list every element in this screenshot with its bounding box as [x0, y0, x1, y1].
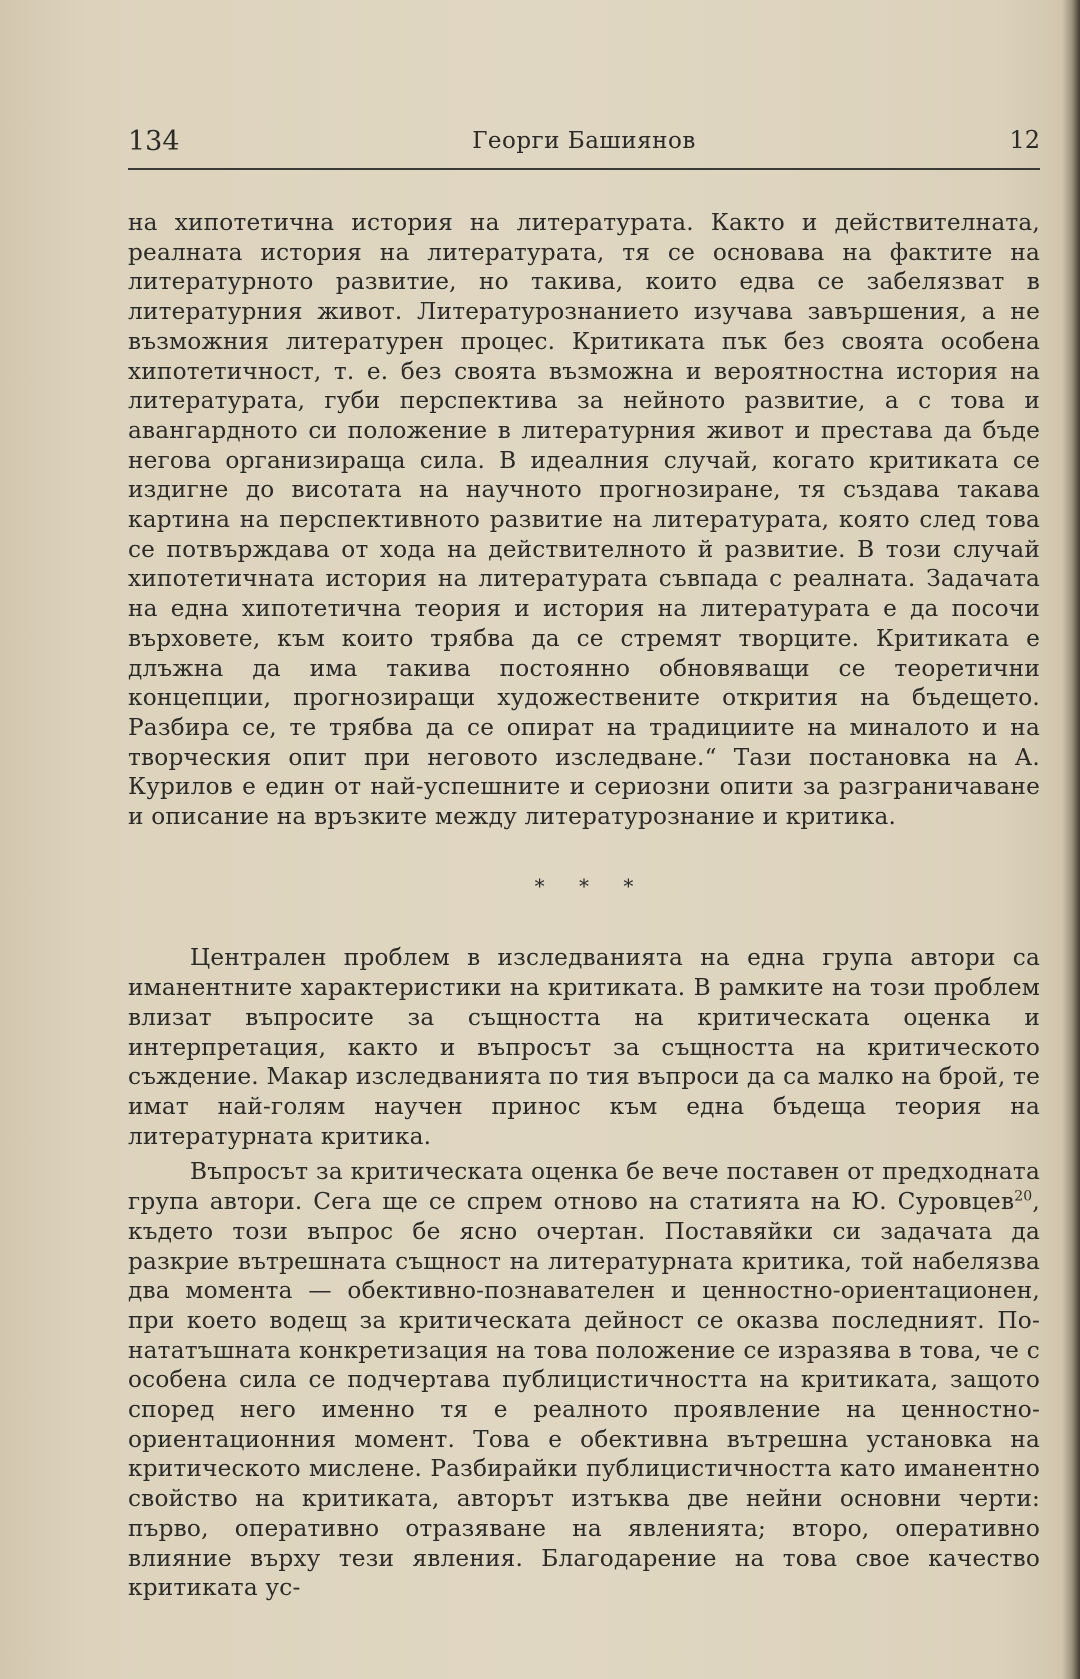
paragraph-text: Въпросът за критическата оценка бе вече поставен от предходната група автори. Сега ще се спрем отново на статията на Ю. Суровцев [128, 1158, 1040, 1216]
body-text [128, 208, 1040, 1603]
running-title: Георги Башиянов [472, 128, 696, 154]
paragraph-continued: на хипотетична история на литературата. Както и действителната, реалната история на литературата, тя се основава на фактите на литературното развитие, но такива, които едва се забелязват в литературния живот. Литературознанието изучава завършения, а не възможния литературен процес. Критиката пък без своята особена хипотетичност, т. е. без своята възможна и вероятностна история на литературата, губи перспектива за нейното развитие, а с това и авангардното си положение в литературния живот и престава да бъде негова организираща сила. В идеалния случай, когато критиката се издигне до висотата на научното прогнозиране, тя създава такава картина на перспективното развитие на литературата, която след това се потвърждава от хода на действителното й развитие. В този случай хипотетичната история на литературата съвпада с реалната. Задачата на една хипотетична теория и история на литературата е да посочи върховете, към които трябва да се стремят творците. Критиката е длъжна да има такива постоянно обновяващи се теоретични концепции, прогнозиращи художествените открития на бъдещето. Разбира се, те трябва да се опират на традициите на миналото и на творческия опит при неговото изследване.“ Тази постановка на А. Курилов е един от най-успешните и сериозни опити за разграничаване и описание на връзките между литературознание и критика. [128, 209, 1040, 831]
paragraph: Централен проблем в изследванията на една група автори са иманентните характеристики на критиката. В рамките на този проблем влизат въпросите за същността на критическата оценка и интерпретация, както и въпросът за същността на критическото съждение. Макар изследванията по тия въпроси да са малко на брой, те имат най-голям научен принос към една бъдеща теория на литературната критика. [128, 944, 1040, 1150]
paragraph [128, 1157, 1040, 1603]
page-number: 134 [128, 126, 180, 157]
section-separator: * * * [534, 873, 648, 898]
header-rule [128, 168, 1040, 170]
header-footnote-number: 12 [1009, 126, 1040, 154]
page-header [128, 122, 1040, 162]
binding-shadow [1062, 0, 1080, 1679]
footnote-marker: 20 [1014, 1188, 1033, 1205]
paragraph-text: , където този въпрос бе ясно очертан. Поставяйки си задачата да разкрие вътрешната същност на литературната критика, той набелязва два момента — обективно-познавателен и ценностно-ориентационен, при което водещ за критическата дейност се оказва последният. По-нататъшната конкретизация на това положение се изразява в това, че с особена сила се подчертава публицистичността на критиката, защото според него именно тя е реалното проявление на ценностно-ориентационния момент. Това е обективна вътрешна установка на критическото мислене. Разбирайки публицистичността като иманентно свойство на критиката, авторът изтъква две нейни основни черти: първо, оперативно отразяване на явленията; второ, оперативно влияние върху тези явления. Благодарение на това свое качество критиката ус- [128, 1188, 1040, 1602]
